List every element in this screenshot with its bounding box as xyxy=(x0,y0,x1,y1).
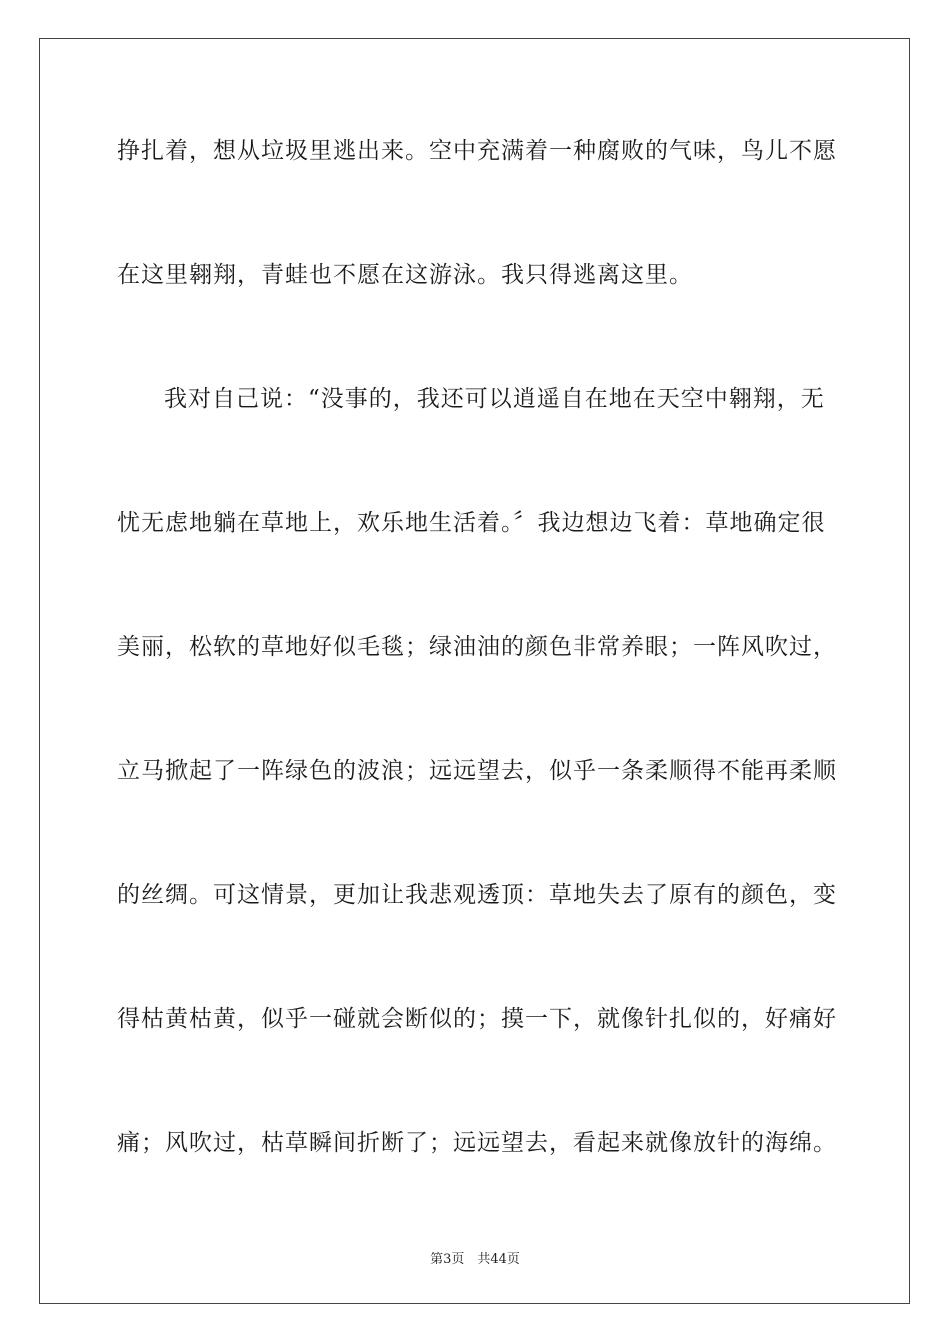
paragraph-line-3: 我对自己说：“没事的，我还可以逍遥自在地在天空中翱翔，无 xyxy=(164,386,825,412)
page-number-footer: 第3页 共44页 xyxy=(430,1252,520,1267)
paragraph-line-9: 痛；风吹过，枯草瞬间折断了；远远望去，看起来就像放针的海绵。 xyxy=(117,1130,837,1156)
paragraph-line-8: 得枯黄枯黄，似乎一碰就会断似的；摸一下，就像针扎似的，好痛好 xyxy=(117,1006,837,1032)
page-border xyxy=(39,38,910,1304)
paragraph-line-6: 立马掀起了一阵绿色的波浪；远远望去，似乎一条柔顺得不能再柔顺 xyxy=(117,758,837,784)
paragraph-line-1: 挣扎着，想从垃圾里逃出来。空中充满着一种腐败的气味，鸟儿不愿 xyxy=(117,138,837,164)
paragraph-line-7: 的丝绸。可这情景，更加让我悲观透顶：草地失去了原有的颜色，变 xyxy=(117,882,837,908)
paragraph-line-2: 在这里翱翔，青蛙也不愿在这游泳。我只得逃离这里。 xyxy=(117,262,693,288)
paragraph-line-4: 忧无虑地躺在草地上，欢乐地生活着。〞我边想边飞着：草地确定很 xyxy=(117,510,826,536)
paragraph-line-5: 美丽，松软的草地好似毛毯；绿油油的颜色非常养眼；一阵风吹过， xyxy=(117,634,837,660)
